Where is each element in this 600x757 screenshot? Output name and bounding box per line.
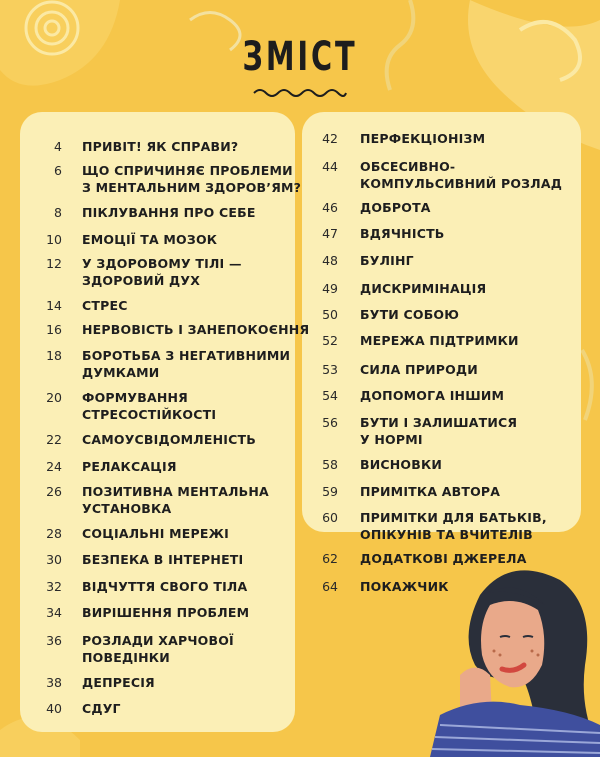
title-underline-squiggle <box>252 86 348 100</box>
toc-entry-title: ДОБРОТА <box>360 200 431 215</box>
toc-entry-title: ПРИВІТ! ЯК СПРАВИ? <box>82 139 239 154</box>
toc-page-number: 64 <box>322 579 338 594</box>
toc-page-number: 49 <box>322 281 338 296</box>
toc-entry-title: БОРОТЬБА З НЕГАТИВНИМИ <box>82 348 291 363</box>
toc-entry-title: БЕЗПЕКА В ІНТЕРНЕТІ <box>82 552 244 567</box>
toc-page-number: 18 <box>46 348 62 363</box>
toc-entry-title: СТРЕСОСТІЙКОСТІ <box>82 407 217 422</box>
toc-page-number: 8 <box>54 205 62 220</box>
toc-page-number: 10 <box>46 232 62 247</box>
toc-entry-title: РЕЛАКСАЦІЯ <box>82 459 177 474</box>
toc-entry-title: ПРИМІТКА АВТОРА <box>360 484 501 499</box>
toc-entry-title: ЕМОЦІЇ ТА МОЗОК <box>82 232 218 247</box>
toc-entry-title: БУТИ І ЗАЛИШАТИСЯ <box>360 415 518 430</box>
toc-entry-title: ОБСЕСИВНО- <box>360 159 456 174</box>
toc-entry-title: УСТАНОВКА <box>82 501 172 516</box>
toc-page-number: 32 <box>46 579 62 594</box>
toc-entry-title: БУТИ СОБОЮ <box>360 307 460 322</box>
toc-page-number: 24 <box>46 459 62 474</box>
toc-page-number: 22 <box>46 432 62 447</box>
toc-entry-title: ДЕПРЕСІЯ <box>82 675 155 690</box>
toc-entry-title: У НОРМІ <box>360 432 423 447</box>
toc-entry-title: СОЦІАЛЬНІ МЕРЕЖІ <box>82 526 229 541</box>
toc-page-number: 40 <box>46 701 62 716</box>
toc-entry-title: ДУМКАМИ <box>82 365 160 380</box>
toc-entry-title: ПОВЕДІНКИ <box>82 650 170 665</box>
toc-entry-title: ЩО СПРИЧИНЯЄ ПРОБЛЕМИ <box>82 163 293 178</box>
toc-page-number: 4 <box>54 139 62 154</box>
toc-page-number: 28 <box>46 526 62 541</box>
toc-entry-title: ПОКАЖЧИК <box>360 579 449 594</box>
toc-page-number: 54 <box>322 388 338 403</box>
toc-entry-title: ВИРІШЕННЯ ПРОБЛЕМ <box>82 605 250 620</box>
toc-entry-title: НЕРВОВІСТЬ І ЗАНЕПОКОЄННЯ <box>82 322 310 337</box>
toc-page-number: 56 <box>322 415 338 430</box>
toc-page-number: 60 <box>322 510 338 525</box>
toc-entry-title: З МЕНТАЛЬНИМ ЗДОРОВ’ЯМ? <box>82 180 302 195</box>
toc-page-number: 6 <box>54 163 62 178</box>
toc-page-number: 36 <box>46 633 62 648</box>
toc-entry-title: ВИСНОВКИ <box>360 457 443 472</box>
toc-page-number: 42 <box>322 131 338 146</box>
toc-page-number: 46 <box>322 200 338 215</box>
toc-page-number: 30 <box>46 552 62 567</box>
toc-entry-title: ОПІКУНІВ ТА ВЧИТЕЛІВ <box>360 527 533 542</box>
toc-entry-title: У ЗДОРОВОМУ ТІЛІ — <box>82 256 242 271</box>
toc-page-number: 26 <box>46 484 62 499</box>
toc-page-number: 58 <box>322 457 338 472</box>
girl-illustration <box>420 565 600 757</box>
toc-entry-title: КОМПУЛЬСИВНИЙ РОЗЛАД <box>360 176 563 191</box>
toc-page-number: 20 <box>46 390 62 405</box>
toc-entry-title: РОЗЛАДИ ХАРЧОВОЇ <box>82 633 234 648</box>
toc-page-number: 16 <box>46 322 62 337</box>
toc-entry-title: БУЛІНГ <box>360 253 414 268</box>
toc-entry-title: СИЛА ПРИРОДИ <box>360 362 478 377</box>
toc-entry-title: ВІДЧУТТЯ СВОГО ТІЛА <box>82 579 248 594</box>
toc-page-number: 38 <box>46 675 62 690</box>
toc-entry-title: ЗДОРОВИЙ ДУХ <box>82 273 201 288</box>
page-title: ЗМІСТ <box>242 34 358 80</box>
toc-entry-title: СДУГ <box>82 701 121 716</box>
toc-page-number: 14 <box>46 298 62 313</box>
toc-page-number: 59 <box>322 484 338 499</box>
toc-entry-title: МЕРЕЖА ПІДТРИМКИ <box>360 333 519 348</box>
toc-entry-title: ДОДАТКОВІ ДЖЕРЕЛА <box>360 551 527 566</box>
toc-page-number: 12 <box>46 256 62 271</box>
toc-entry-title: ФОРМУВАННЯ <box>82 390 189 405</box>
toc-entry-title: ДИСКРИМІНАЦІЯ <box>360 281 487 296</box>
toc-entry-title: ПЕРФЕКЦІОНІЗМ <box>360 131 486 146</box>
toc-page-number: 48 <box>322 253 338 268</box>
toc-entry-title: ДОПОМОГА ІНШИМ <box>360 388 505 403</box>
toc-page-number: 52 <box>322 333 338 348</box>
toc-entry-title: ПОЗИТИВНА МЕНТАЛЬНА <box>82 484 269 499</box>
toc-page-number: 53 <box>322 362 338 377</box>
toc-page-number: 50 <box>322 307 338 322</box>
toc-page-number: 47 <box>322 226 338 241</box>
toc-entry-title: ПІКЛУВАННЯ ПРО СЕБЕ <box>82 205 256 220</box>
toc-entry-title: САМОУСВІДОМЛЕНІСТЬ <box>82 432 256 447</box>
toc-entry-title: СТРЕС <box>82 298 128 313</box>
toc-entry-title: ВДЯЧНІСТЬ <box>360 226 445 241</box>
toc-page-number: 34 <box>46 605 62 620</box>
toc-entry-title: ПРИМІТКИ ДЛЯ БАТЬКІВ, <box>360 510 547 525</box>
toc-page-number: 44 <box>322 159 338 174</box>
toc-page-number: 62 <box>322 551 338 566</box>
